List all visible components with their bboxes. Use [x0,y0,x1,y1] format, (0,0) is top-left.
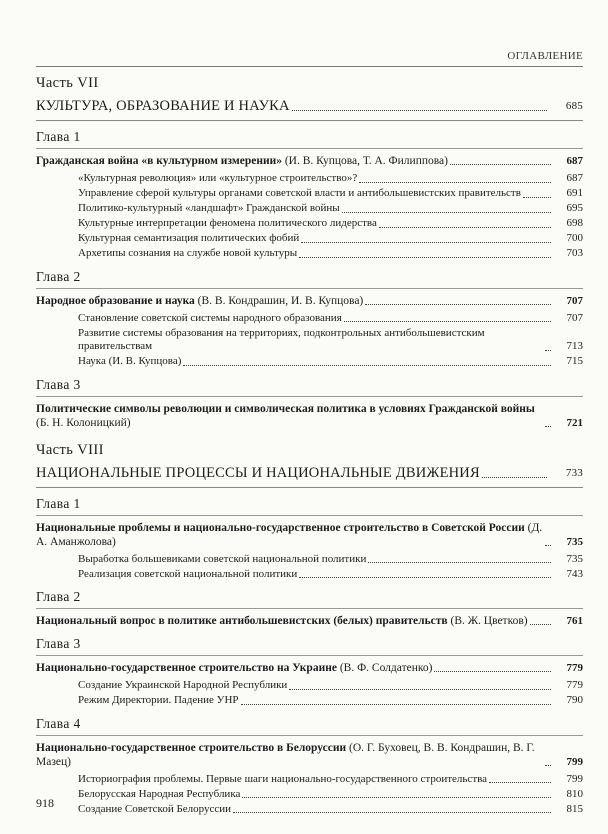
p8-chapter-1-entry[interactable] [36,521,583,549]
leader-dots [301,242,551,243]
subentry-title: Историография проблемы. Первые шаги национально-государственного строительства [78,772,488,785]
chapter-title: Политические символы революции и символическая политика в условиях Гражданской войны [36,402,535,415]
leader-dots [489,782,551,783]
chapter-authors: (Б. Н. Колоницкий) [36,416,131,429]
toc-subentry[interactable] [36,773,583,787]
toc-subentry[interactable] [36,568,583,582]
subentry-title: Наука (И. В. Купцова) [78,355,182,367]
chapter-rule [36,515,583,516]
toc-subentry[interactable] [36,247,583,261]
chapter-title: Гражданская война «в культурном измерении» [36,155,285,167]
leader-dots [241,704,551,705]
subentry-title: Реализация советской национальной политики [78,567,298,580]
leader-dots [292,110,547,111]
leader-dots [344,321,551,322]
toc-subentry[interactable] [36,327,583,354]
toc-subentry[interactable] [36,788,583,802]
footer-page-number: 918 [36,796,54,810]
chapter-page: 687 [566,155,583,167]
leader-dots [368,562,551,563]
subentry-page: 810 [566,787,583,800]
leader-dots [450,164,551,165]
subentry-page: 790 [566,694,583,706]
subentry-title: Выработка большевиками советской национальной политики [78,552,367,565]
leader-dots [545,545,551,546]
p7-chapter-3-entry[interactable] [36,402,583,430]
p7-chapter-1-label: Глава 1 [36,129,81,144]
part-7-title: КУЛЬТУРА, ОБРАЗОВАНИЕ И НАУКА [36,98,290,114]
chapter-page: 799 [566,755,583,768]
chapter-title: Национальный вопрос в политике антибольшевистских (белых) правительств [36,615,451,627]
leader-dots [530,624,551,625]
part-7-page: 685 [565,100,583,112]
subentry-page: 735 [566,552,583,565]
subentry-page: 687 [566,172,583,184]
toc-subentry[interactable] [36,232,583,246]
part-8-title-row[interactable] [36,464,583,482]
chapter-rule [36,655,583,656]
leader-dots [545,765,551,766]
p7-chapter-1-entry[interactable] [36,154,583,168]
toc-subentry[interactable] [36,187,583,201]
toc-content [36,70,583,816]
subentry-title: Создание Украинской Народной Республики [78,679,288,691]
part-7-rule [36,120,583,121]
subentry-page: 713 [566,340,583,352]
subentry-page: 743 [566,567,583,580]
leader-dots [342,212,551,213]
chapter-authors: (В. В. Кондрашин, И. В. Купцова) [197,294,364,307]
toc-subentry[interactable] [36,679,583,693]
part-8-rule [36,487,583,488]
chapter-rule [36,396,583,397]
subentry-page: 715 [566,355,583,367]
toc-subentry[interactable] [36,202,583,216]
subentry-title: Политико-культурный «ландшафт» Гражданской войны [78,202,340,214]
part-7-label: Часть VII [36,75,99,91]
subentry-page: 707 [566,311,583,324]
subentry-title: Становление советской системы народного образования [78,311,342,324]
leader-dots [379,227,551,228]
chapter-page: 707 [566,294,583,307]
p7-chapter-3-label: Глава 3 [36,376,81,392]
toc-subentry[interactable] [36,553,583,567]
p8-chapter-2-label: Глава 2 [36,589,81,604]
leader-dots [365,304,551,305]
chapter-title: Национально-государственное строительство на Украине [36,662,340,674]
header-rule [36,66,583,67]
toc-subentry[interactable] [36,217,583,231]
p8-chapter-2-entry[interactable] [36,614,583,628]
part-7-title-row[interactable] [36,97,583,115]
leader-dots [482,477,547,478]
leader-dots [545,426,551,427]
leader-dots [545,350,551,351]
chapter-page: 735 [566,535,583,548]
p8-chapter-4-label: Глава 4 [36,715,81,731]
p8-chapter-3-label: Глава 3 [36,636,81,651]
leader-dots [434,671,551,672]
leader-dots [242,797,551,798]
leader-dots [299,577,551,578]
subentry-title: Развитие системы образования на территориях, подконтрольных антибольшевистским правительствам [78,326,485,352]
toc-subentry[interactable] [36,694,583,708]
subentry-title: Культурные интерпретации феномена политического лидерства [78,217,377,229]
toc-subentry[interactable] [36,312,583,326]
leader-dots [359,182,551,183]
chapter-rule [36,148,583,149]
leader-dots [523,197,551,198]
chapter-authors: (О. Г. Буховец, В. В. Кондрашин, В. Г. Мазец) [36,741,535,768]
subentry-title: «Культурная революция» или «культурное строительство»? [78,172,358,184]
chapter-authors: (В. Ф. Солдатенко) [339,662,433,674]
p7-chapter-2-entry[interactable] [36,294,583,308]
chapter-rule [36,608,583,609]
subentry-title: Белорусская Народная Республика [78,787,241,800]
subentry-title: Режим Директории. Падение УНР [78,694,239,706]
chapter-page: 761 [566,615,583,627]
p8-chapter-1-label: Глава 1 [36,495,81,511]
subentry-page: 779 [566,679,583,691]
part-8-title: НАЦИОНАЛЬНЫЕ ПРОЦЕССЫ И НАЦИОНАЛЬНЫЕ ДВИЖЕНИЯ [36,464,480,481]
chapter-title: Национальные проблемы и национально-государственное строительство в Советской России [36,521,528,534]
p8-chapter-3-entry[interactable] [36,661,583,675]
toc-subentry[interactable] [36,355,583,369]
leader-dots [183,365,551,366]
subentry-page: 691 [566,187,583,199]
chapter-rule [36,735,583,736]
subentry-title: Создание Советской Белоруссии [78,802,232,815]
leader-dots [299,257,551,258]
subentry-page: 815 [566,802,583,815]
leader-dots [289,689,551,690]
chapter-page: 779 [566,662,583,674]
part-8-label: Часть VIII [36,441,104,458]
chapter-authors: (В. Ж. Цветков) [450,615,528,627]
subentry-page: 698 [566,217,583,229]
subentry-page: 703 [566,247,583,259]
p7-chapter-2-label: Глава 2 [36,268,81,284]
subentry-page: 695 [566,202,583,214]
leader-dots [233,812,551,813]
subentry-page: 799 [566,772,583,785]
subentry-title: Архетипы сознания на службе новой культуры [78,247,298,259]
chapter-rule [36,288,583,289]
chapter-title: Национально-государственное строительство в Белоруссии [36,741,350,754]
part-8-page: 733 [565,466,583,479]
chapter-page: 721 [566,416,583,429]
running-head: ОГЛАВЛЕНИЕ [507,50,583,62]
toc-subentry[interactable] [36,172,583,186]
toc-subentry[interactable] [36,803,583,817]
p8-chapter-4-entry[interactable] [36,741,583,769]
chapter-authors: (Д. А. Аманжолова) [36,521,543,548]
chapter-authors: (И. В. Купцова, Т. А. Филиппова) [284,155,448,167]
subentry-page: 700 [566,232,583,244]
chapter-title: Народное образование и наука [36,294,198,307]
subentry-title: Культурная семантизация политических фобий [78,232,300,244]
subentry-title: Управление сферой культуры органами советской власти и антибольшевистских правительств [78,187,521,199]
